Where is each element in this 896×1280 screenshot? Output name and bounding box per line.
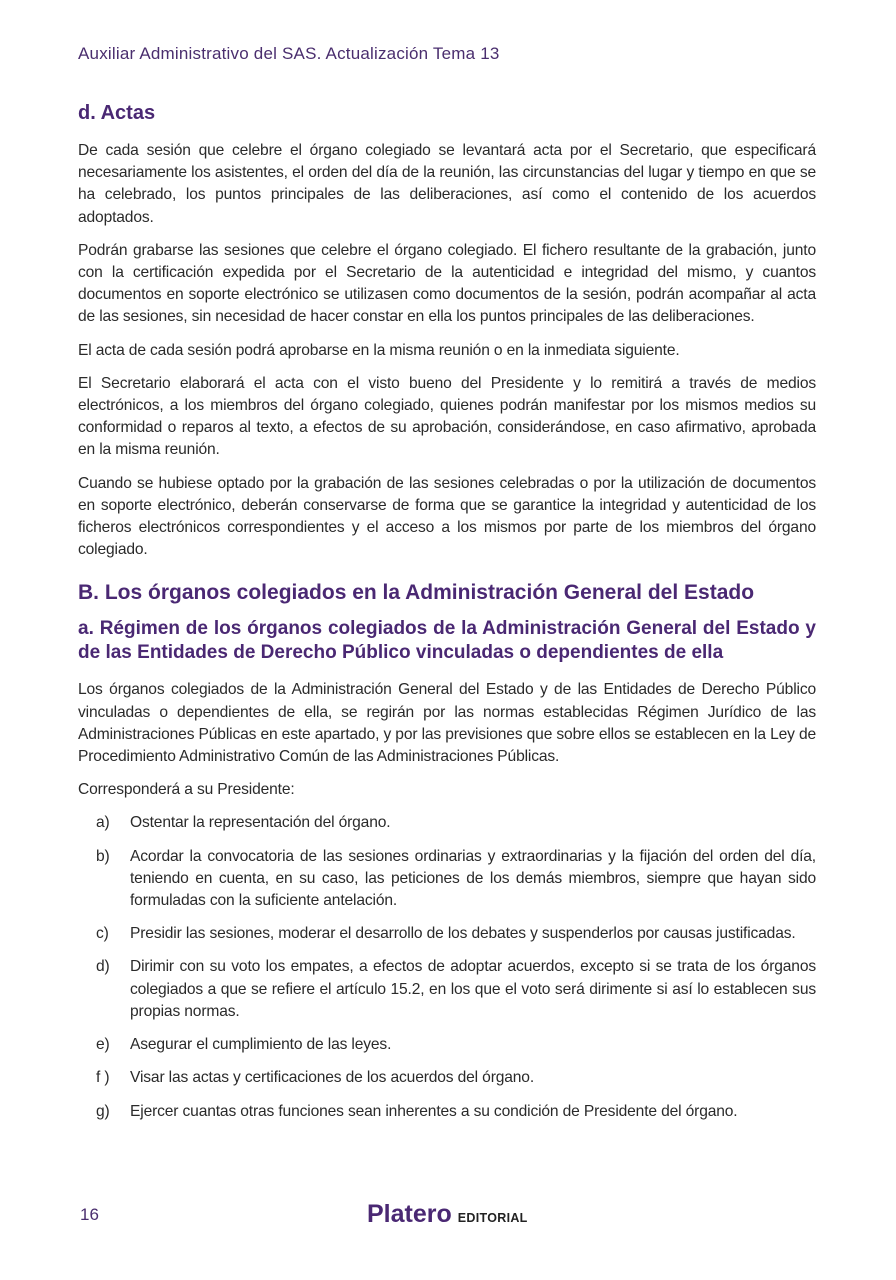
page-number: 16 [80,1205,99,1224]
list-item [78,956,816,1023]
list-marker: g) [96,1102,110,1120]
list-item-text: Visar las actas y certificaciones de los acuerdos del órgano. [130,1069,535,1087]
paragraph: Cuando se hubiese optado por la grabación de las sesiones celebradas o por la utilización de documentos en soporte electrónico, deberán conservarse de forma que se garantice la integridad y autenticidad de los ficheros electrónicos correspondientes y el acceso a los mismos por parte de los miembros del órgano colegiado. [78,474,816,559]
brand-name: Platero [367,1200,452,1228]
list-item-text: Asegurar el cumplimiento de las leyes. [130,1036,392,1054]
list-marker: a) [96,814,110,832]
list-item [78,1034,816,1056]
list-marker: b) [96,847,110,865]
paragraph: De cada sesión que celebre el órgano colegiado se levantará acta por el Secretario, que especificará necesariamente los asistentes, el orden del día de la reunión, las circunstancias del lugar y tiempo en que se ha celebrado, los puntos principales de las deliberaciones, así como el contenido de los acuerdos adoptados. [78,142,816,226]
paragraph: El acta de cada sesión podrá aprobarse en la misma reunión o en la inmediata siguiente. [78,341,680,359]
page-content [78,100,816,1134]
section-heading-actas: d. Actas [78,102,156,124]
list-item-text: Ostentar la representación del órgano. [130,814,391,832]
list-item [78,1067,816,1089]
list-item [78,846,816,913]
paragraph: El Secretario elaborará el acta con el visto bueno del Presidente y lo remitirá a través de medios electrónicos, a los miembros del órgano colegiado, quienes podrán manifestar por los mismos medios su conformidad o reparos al texto, a efectos de su aprobación, considerándose, en caso afirmativo, aprobada en la misma reunión. [78,374,816,459]
publisher-logo [367,1200,528,1229]
list-item-text: Dirimir con su voto los empates, a efectos de adoptar acuerdos, excepto si se trata de los órganos colegiados a que se refiere el artículo 15.2, en los que el voto será dirimente si así lo establecen sus propias normas. [130,958,816,1020]
section-heading-b: B. Los órganos colegiados en la Administración General del Estado [78,581,755,605]
president-functions-list [78,812,816,1122]
list-item-text: Acordar la convocatoria de las sesiones ordinarias y extraordinarias y la fijación del orden del día, teniendo en cuenta, en su caso, las peticiones de los demás miembros, siempre que hayan sido formuladas con la suficiente antelación. [130,847,816,910]
list-marker: f ) [96,1069,110,1087]
list-marker: e) [96,1036,110,1054]
list-intro: Corresponderá a su Presidente: [78,781,295,799]
running-header: Auxiliar Administrativo del SAS. Actualización Tema 13 [78,44,500,63]
list-marker: c) [96,925,109,943]
subsection-heading: a. Régimen de los órganos colegiados de la Administración General del Estado y de las Entidades de Derecho Público vinculadas o dependientes de ella [78,618,816,664]
list-item [78,923,816,945]
list-item [78,812,816,834]
brand-suffix: EDITORIAL [457,1211,528,1225]
list-marker: d) [96,958,110,976]
list-item-text: Presidir las sesiones, moderar el desarrollo de los debates y suspenderlos por causas justificadas. [130,925,796,943]
list-item-text: Ejercer cuantas otras funciones sean inherentes a su condición de Presidente del órgano. [130,1102,738,1120]
list-item [78,1101,816,1123]
paragraph: Los órganos colegiados de la Administración General del Estado y de las Entidades de Derecho Público vinculadas o dependientes de ella, se regirán por las normas establecidas Régimen Jurídico de las Administraciones Públicas en este apartado, y por las previsiones que sobre ellos se establecen en la Ley de Procedimiento Administrativo Común de las Administraciones Públicas. [78,681,816,766]
paragraph: Podrán grabarse las sesiones que celebre el órgano colegiado. El fichero resultante de la grabación, junto con la certificación expedida por el Secretario de la autenticidad e integridad del mismo, y cuantos documentos en soporte electrónico se utilizasen como documentos de la sesión, podrán acompañar al acta de las sesiones, sin necesidad de hacer constar en ella los puntos principales de las deliberaciones. [78,241,816,326]
